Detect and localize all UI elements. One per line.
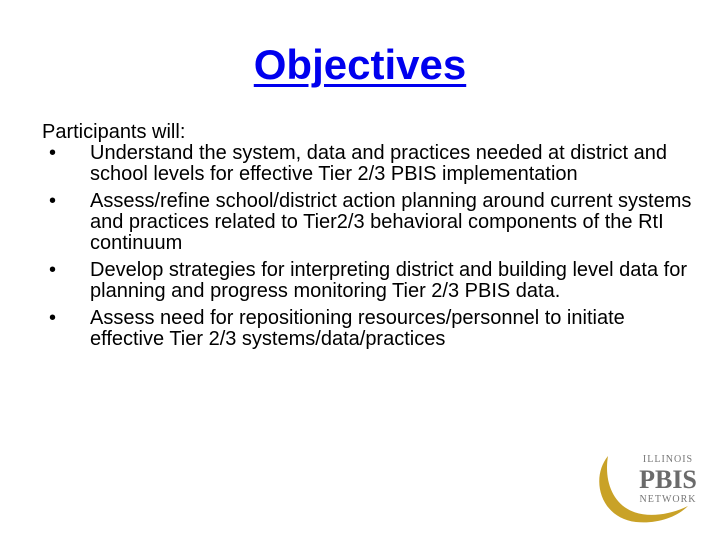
- logo-main-text: PBIS: [639, 465, 697, 494]
- objective-text: Assess need for repositioning resources/personnel to initiate effective Tier 2/3 systems/data/practices: [90, 307, 625, 350]
- bullet-icon: •: [49, 307, 57, 329]
- illinois-pbis-network-logo: [596, 448, 706, 528]
- bullet-icon: •: [49, 142, 57, 164]
- objective-item: [42, 260, 702, 302]
- bullet-icon: •: [49, 259, 57, 281]
- objective-text: Develop strategies for interpreting district and building level data for planning and progress monitoring Tier 2/3 PBIS data.: [90, 259, 687, 302]
- logo-bottom-text: NETWORK: [639, 494, 697, 505]
- objective-item: [42, 191, 702, 254]
- objective-text: Understand the system, data and practices needed at district and school levels for effective Tier 2/3 PBIS implementation: [90, 142, 668, 185]
- objective-item: [42, 143, 702, 185]
- logo-top-text: ILLINOIS: [642, 454, 694, 465]
- objectives-list: [42, 143, 702, 356]
- bullet-icon: •: [49, 190, 57, 212]
- slide-title: Objectives: [253, 41, 467, 88]
- intro-text: Participants will:: [42, 121, 186, 143]
- objective-text: Assess/refine school/district action planning around current systems and practices related to Tier2/3 behavioral components of the RtI continuum: [90, 190, 692, 254]
- objective-item: [42, 308, 702, 350]
